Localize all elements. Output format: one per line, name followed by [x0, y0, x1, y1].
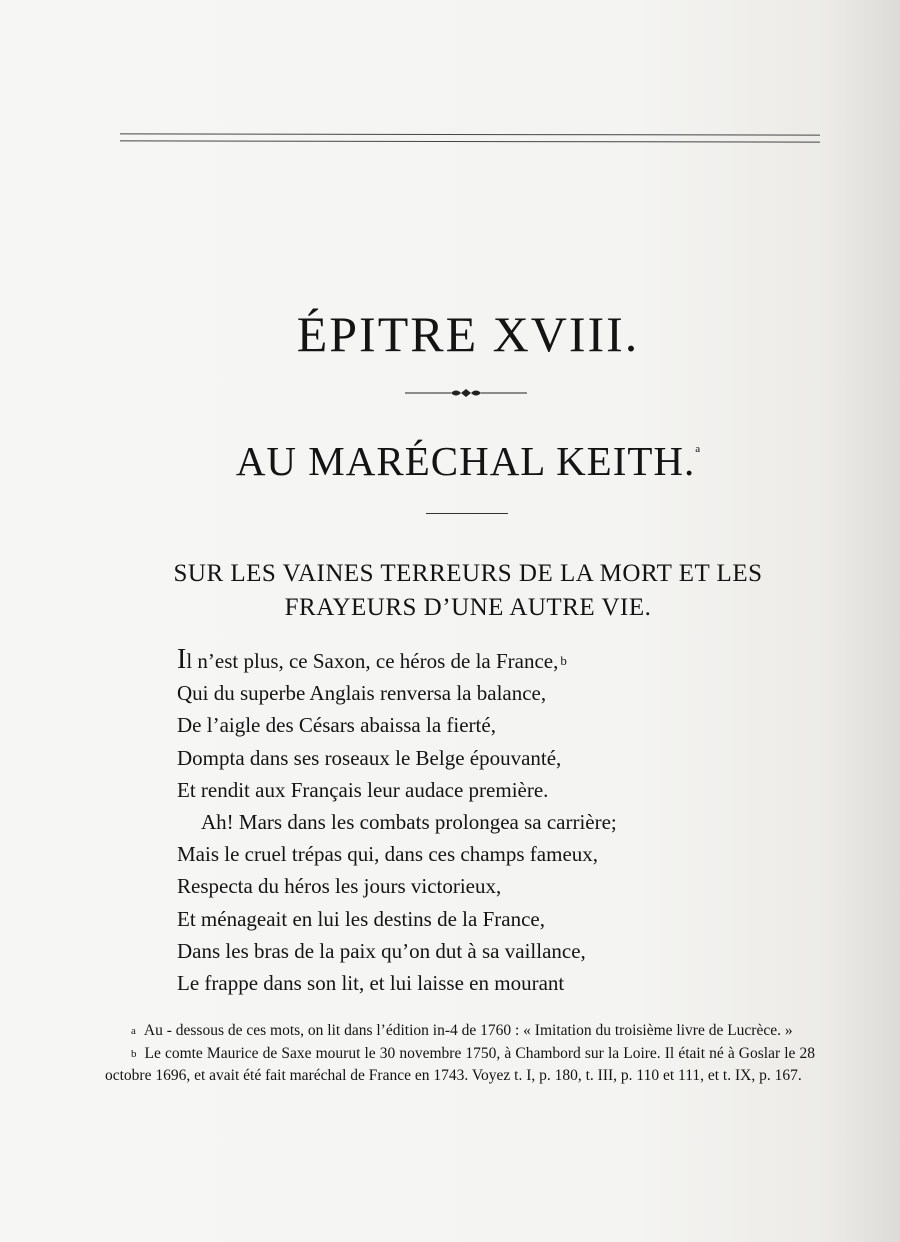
footnote-b [105, 1043, 815, 1088]
ornament-divider [405, 386, 527, 400]
poem-line [177, 645, 817, 677]
footnote-a [105, 1020, 815, 1043]
drop-cap: I [177, 644, 187, 675]
footnote-a-text: Au - dessous de ces mots, on lit dans l’édition in-4 de 1760 : « Imitation du troisième livre de Lucrèce. » [143, 1022, 793, 1039]
epistle-title: ÉPITRE XVIII. [296, 306, 640, 362]
poem-line: Et ménageait en lui les destins de la France, [177, 906, 545, 931]
footnote-b-text: Le comte Maurice de Saxe mourut le 30 novembre 1750, à Chambord sur la Loire. Il était né à Goslar le 28 octobre 1696, et avait été fait maréchal de France en 1743. Voyez t. I, p. 180, t. III, p. 110 et 111, et t. IX, p. 167. [105, 1044, 815, 1084]
dedication-subtitle [0, 437, 900, 485]
poem-line: Mais le cruel trépas qui, dans ces champs fameux, [177, 842, 599, 867]
subtitle-text: AU MARÉCHAL KEITH. [235, 438, 696, 484]
footnote-marker-b: b [560, 653, 567, 668]
section-heading [100, 557, 836, 625]
poem-line: Et rendit aux Français leur audace première. [177, 777, 549, 802]
poem-line: Qui du superbe Anglais renversa la balance, [177, 681, 547, 706]
footnotes [105, 1020, 815, 1088]
short-rule [426, 513, 508, 514]
poem-line: Ah! Mars dans les combats prolongea sa carrière; [201, 809, 617, 834]
heading-line: SUR LES VAINES TERREURS DE LA MORT ET LES [173, 560, 763, 587]
top-double-rule [120, 133, 820, 142]
poem-line: De l’aigle des Césars abaissa la fierté, [177, 713, 496, 738]
footnote-a-marker: a [131, 1025, 136, 1037]
poem-line: Respecta du héros les jours victorieux, [177, 874, 502, 899]
footnote-b-marker: b [131, 1047, 137, 1060]
footnote-marker-a: a [695, 443, 701, 455]
poem-line-text: Il n’est plus, ce Saxon, ce héros de la France, [177, 644, 559, 675]
poem-line: Dans les bras de la paix qu’on dut à sa vaillance, [177, 938, 586, 963]
poem-line: Dompta dans ses roseaux le Belge épouvanté, [177, 745, 562, 770]
poem-line: Le frappe dans son lit, et lui laisse en mourant [177, 970, 565, 995]
heading-line: FRAYEURS D’UNE AUTRE VIE. [284, 594, 652, 621]
poem-body [177, 645, 817, 999]
